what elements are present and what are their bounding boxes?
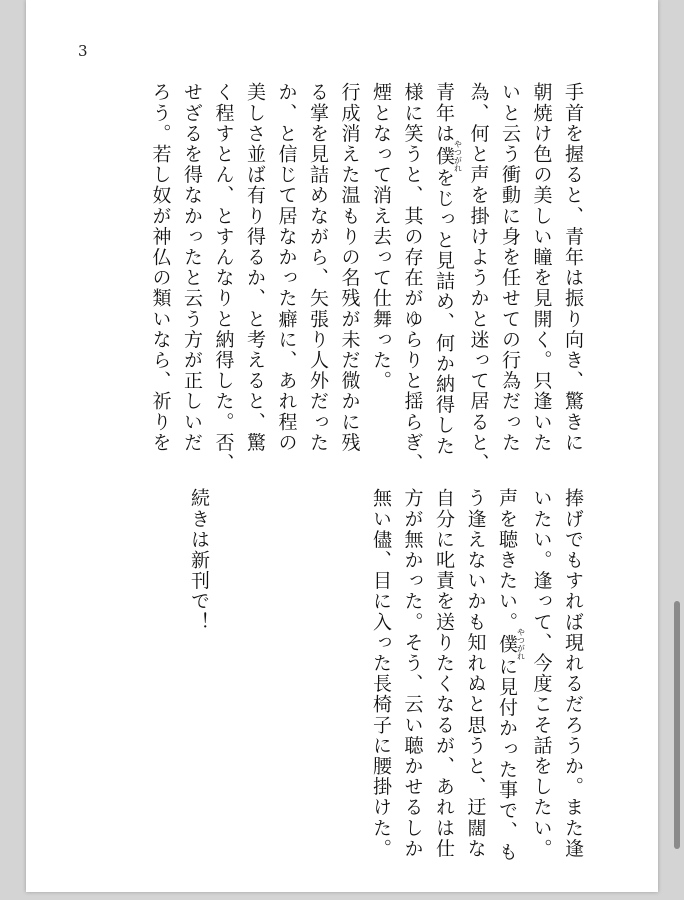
text-column	[428, 82, 463, 473]
text-segment: 行成消えた温もりの名残が未だ微かに残	[338, 82, 361, 453]
text-segment: 煙となって消え去って仕舞った。	[370, 82, 392, 391]
text-segment: いと云う衝動に身を任せての行為だった	[499, 82, 521, 453]
ruby-reading: やつがれ	[453, 139, 463, 172]
scrollbar[interactable]	[674, 4, 680, 896]
page-number: 3	[78, 42, 88, 60]
text-column	[365, 488, 397, 862]
text-column	[494, 82, 526, 473]
text-column	[239, 82, 271, 473]
text-column	[396, 488, 428, 862]
text-segment: 捧げでもすれば現れるだろうか。また逢	[562, 488, 584, 859]
text-column	[557, 82, 589, 473]
text-segment: 様に笑うと、其の存在がゆらりと揺らぎ、	[401, 82, 424, 474]
text-column	[459, 488, 491, 862]
text-column	[365, 82, 397, 473]
text-segment: いたい。逢って、今度こそ話をしたい。	[530, 488, 553, 859]
text-column	[525, 82, 557, 473]
text-segment: 無い儘、目に入った長椅子に腰掛けた。	[370, 488, 392, 859]
text-column	[270, 82, 302, 473]
text-segment: をじっと見詰め、何か納得した	[433, 167, 455, 457]
ruby-annotation	[433, 139, 463, 172]
text-segment: 朝焼け色の美しい瞳を見開く。只逢いた	[530, 82, 553, 453]
ruby-reading: やつがれ	[516, 628, 526, 661]
ending-text: 続きは新刊で！	[188, 488, 210, 633]
text-segment: 美しさ並ば有り得るか、と考えると、驚	[244, 82, 266, 453]
text-column	[525, 488, 557, 862]
lower-text-block	[365, 488, 589, 862]
text-segment: 為、何と声を掛けようかと迷って居ると、	[467, 82, 490, 474]
text-segment: 声を聴きたい。	[496, 488, 518, 633]
text-column	[491, 488, 526, 862]
ruby-annotation	[496, 628, 526, 661]
document-page	[26, 0, 658, 892]
text-segment: せざるを得なかったと云う方が正しいだ	[181, 82, 203, 453]
text-column	[462, 82, 494, 473]
text-segment: 青年は	[433, 82, 455, 144]
text-segment: 方が無かった。そう、云い聴かせるしか	[401, 488, 424, 859]
text-column	[428, 488, 460, 862]
text-segment: う逢えないかも知れぬと思うと、迂闊な	[464, 488, 487, 859]
text-column	[302, 82, 334, 473]
text-column	[176, 82, 208, 473]
text-column	[557, 488, 589, 862]
ruby-base: 僕	[433, 139, 455, 172]
text-segment: 手首を握ると、青年は振り向き、驚きに	[562, 82, 584, 453]
text-column	[207, 82, 239, 473]
ruby-base: 僕	[496, 628, 518, 661]
text-segment: に見付かった事で、も	[496, 656, 518, 863]
upper-text-block	[144, 82, 588, 473]
text-column	[144, 82, 176, 473]
scrollbar-thumb[interactable]	[674, 601, 680, 849]
text-column	[333, 82, 365, 473]
text-segment: る掌を見詰めながら、矢張り人外だった	[307, 82, 329, 453]
text-segment: く程すとん、とすんなりと納得した。否、	[212, 82, 235, 474]
ending-text-block	[183, 488, 215, 632]
text-segment: 自分に叱責を送りたくなるが、あれは仕	[433, 488, 455, 859]
text-column	[396, 82, 428, 473]
text-segment: ろう。若し奴が神仏の類いなら、祈りを	[149, 82, 172, 453]
text-segment: か、と信じて居なかった癖に、あれ程の	[275, 82, 298, 453]
